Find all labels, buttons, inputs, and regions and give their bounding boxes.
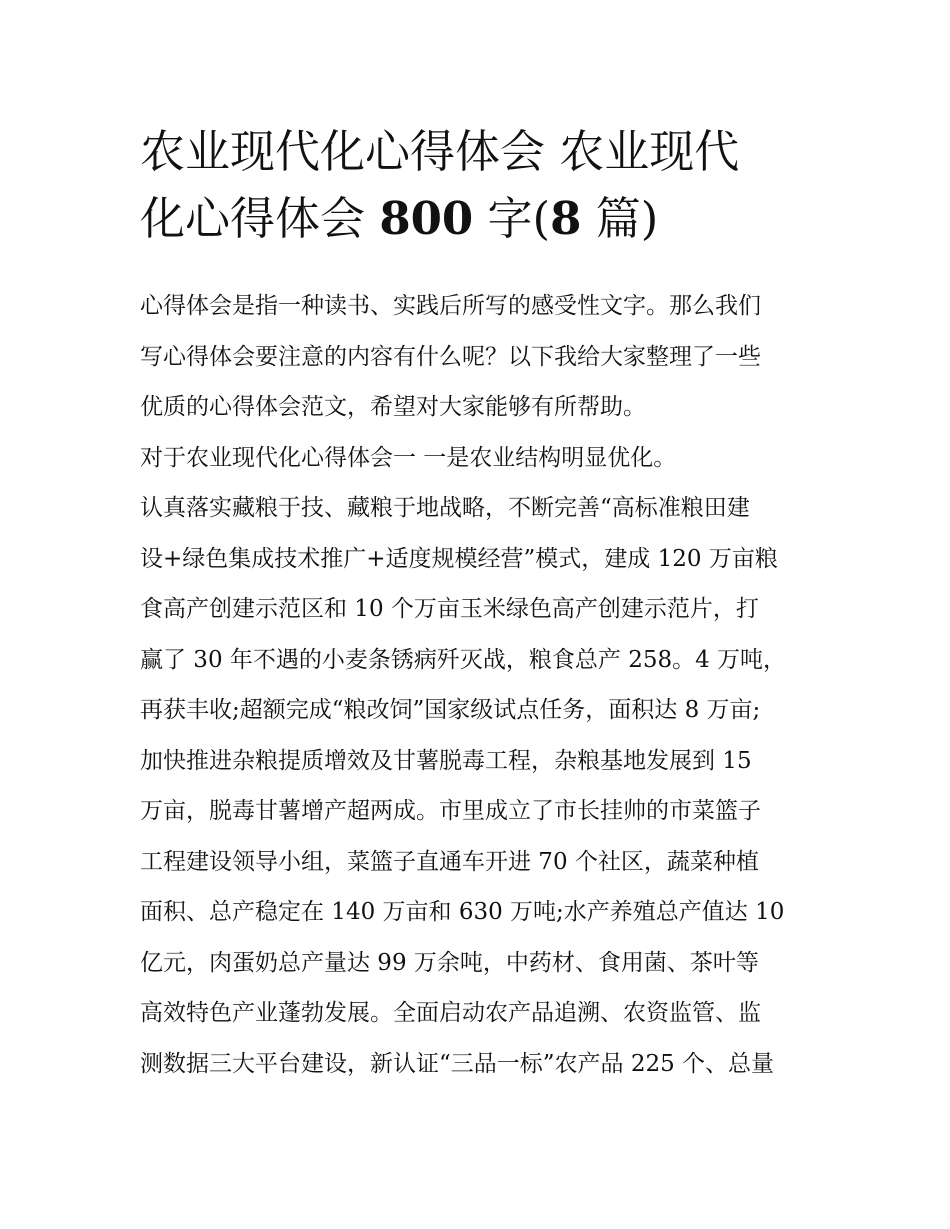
body-line: 食高产创建示范区和 10 个万亩玉米绿色高产创建示范片，打 xyxy=(140,596,759,622)
body-line: 对于农业现代化心得体会一 一是农业结构明显优化。 xyxy=(140,444,677,471)
body-line: 再获丰收;超额完成“粮改饲”国家级试点任务，面积达 8 万亩; xyxy=(140,697,761,723)
body-line: 心得体会是指一种读书、实践后所写的感受性文字。那么我们 xyxy=(140,293,761,319)
body-line: 赢了 30 年不遇的小麦条锈病歼灭战，粮食总产 258。4 万吨， xyxy=(140,646,787,673)
body-line: 万亩，脱毒甘薯增产超两成。市里成立了市长挂帅的市菜篮子 xyxy=(140,798,761,824)
body-line: 高效特色产业蓬勃发展。全面启动农产品追溯、农资监管、监 xyxy=(140,1000,761,1026)
body-line: 优质的心得体会范文，希望对大家能够有所帮助。 xyxy=(140,394,646,420)
body-line: 加快推进杂粮提质增效及甘薯脱毒工程，杂粮基地发展到 15 xyxy=(140,747,752,774)
body-line: 工程建设领导小组，菜篮子直通车开进 70 个社区，蔬菜种植 xyxy=(140,848,759,875)
body-line: 写心得体会要注意的内容有什么呢？以下我给大家整理了一些 xyxy=(140,343,761,370)
document-body xyxy=(140,281,815,1089)
body-line: 面积、总产稳定在 140 万亩和 630 万吨;水产养殖总产值达 10 xyxy=(140,899,785,925)
document-title xyxy=(140,118,820,252)
body-line: 认真落实藏粮于技、藏粮于地战略，不断完善“高标准粮田建 xyxy=(140,495,750,521)
title-line-2-word: 字( xyxy=(473,192,551,245)
body-line: 亿元，肉蛋奶总产量达 99 万余吨，中药材、食用菌、茶叶等 xyxy=(140,949,759,976)
title-number-8: 8 xyxy=(550,192,582,245)
body-line: 测数据三大平台建设，新认证“三品一标”农产品 225 个、总量 xyxy=(140,1050,775,1077)
body-line: 设+绿色集成技术推广+适度规模经营”模式，建成 120 万亩粮 xyxy=(140,545,778,572)
title-number-800: 800 xyxy=(379,192,474,245)
title-line-2-end: 篇) xyxy=(581,192,659,245)
title-line-2-text: 化心得体会 xyxy=(140,192,380,245)
title-line-1: 农业现代化心得体会 农业现代 xyxy=(140,125,740,178)
